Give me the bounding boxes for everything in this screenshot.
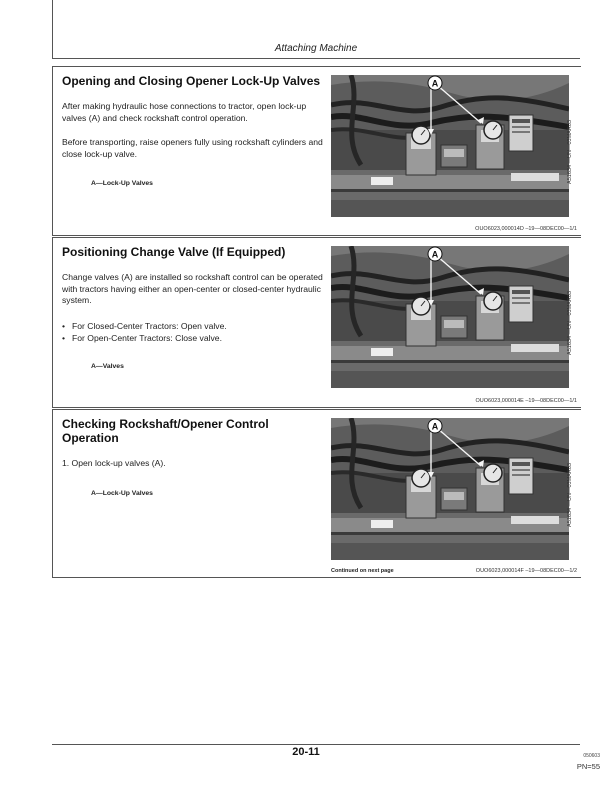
- section-title: Checking Rockshaft/Opener Control Operation: [62, 417, 269, 445]
- page-number: 20-11: [292, 746, 320, 758]
- footer-pn: PN=55: [576, 762, 600, 771]
- header-rule: [52, 58, 580, 59]
- paragraph: Before transporting, raise openers fully using rockshaft cylinders and close lock-up valve.: [62, 137, 323, 159]
- bullet-list: [62, 321, 327, 344]
- image-code: A51634 —UN—03MAR03: [567, 291, 573, 355]
- paragraph: Change valves (A) are installed so rockshaft control can be operated with tractors having either an open-center or closed-center hydraulic system.: [62, 272, 323, 305]
- bullet-item: • For Closed-Center Tractors: Open valve.: [62, 321, 327, 333]
- figure-legend: A—Lock-Up Valves: [91, 180, 153, 187]
- paragraph: 1. Open lock-up valves (A).: [62, 458, 166, 468]
- footer-date-code: 050603: [583, 753, 600, 759]
- section-lock-up-valves: [52, 66, 581, 236]
- section-title: Opening and Closing Opener Lock-Up Valves: [62, 74, 321, 88]
- figure-legend: A—Lock-Up Valves: [91, 490, 153, 497]
- bullet-item: • For Open-Center Tractors: Close valve.: [62, 333, 327, 345]
- svg-text:A: A: [431, 249, 439, 260]
- continued-note: Continued on next page: [331, 568, 394, 574]
- paragraph: After making hydraulic hose connections to tractor, open lock-up valves (A) and check rockshaft control operation.: [62, 101, 307, 123]
- image-code: A51634 —UN—03MAR03: [567, 120, 573, 184]
- svg-text:A: A: [431, 421, 439, 432]
- valve-photo: [331, 246, 569, 388]
- section-title: Positioning Change Valve (If Equipped): [62, 245, 286, 259]
- image-code: A51634 —UN—03MAR03: [567, 463, 573, 527]
- reference-code: OUO6023,000014D –19—08DEC00—1/1: [475, 226, 577, 232]
- reference-code: OUO6023,000014F –19—08DEC00—1/2: [475, 568, 577, 574]
- figure-legend: A—Valves: [91, 363, 124, 370]
- section-rockshaft-check: [52, 409, 581, 578]
- svg-text:A: A: [431, 78, 439, 89]
- running-header: Attaching Machine: [274, 43, 358, 54]
- footer-rule: [52, 744, 580, 745]
- valve-photo: [331, 75, 569, 217]
- section-change-valve: [52, 237, 581, 408]
- valve-photo: [331, 418, 569, 560]
- reference-code: OUO6023,000014E –19—08DEC00—1/1: [475, 398, 577, 404]
